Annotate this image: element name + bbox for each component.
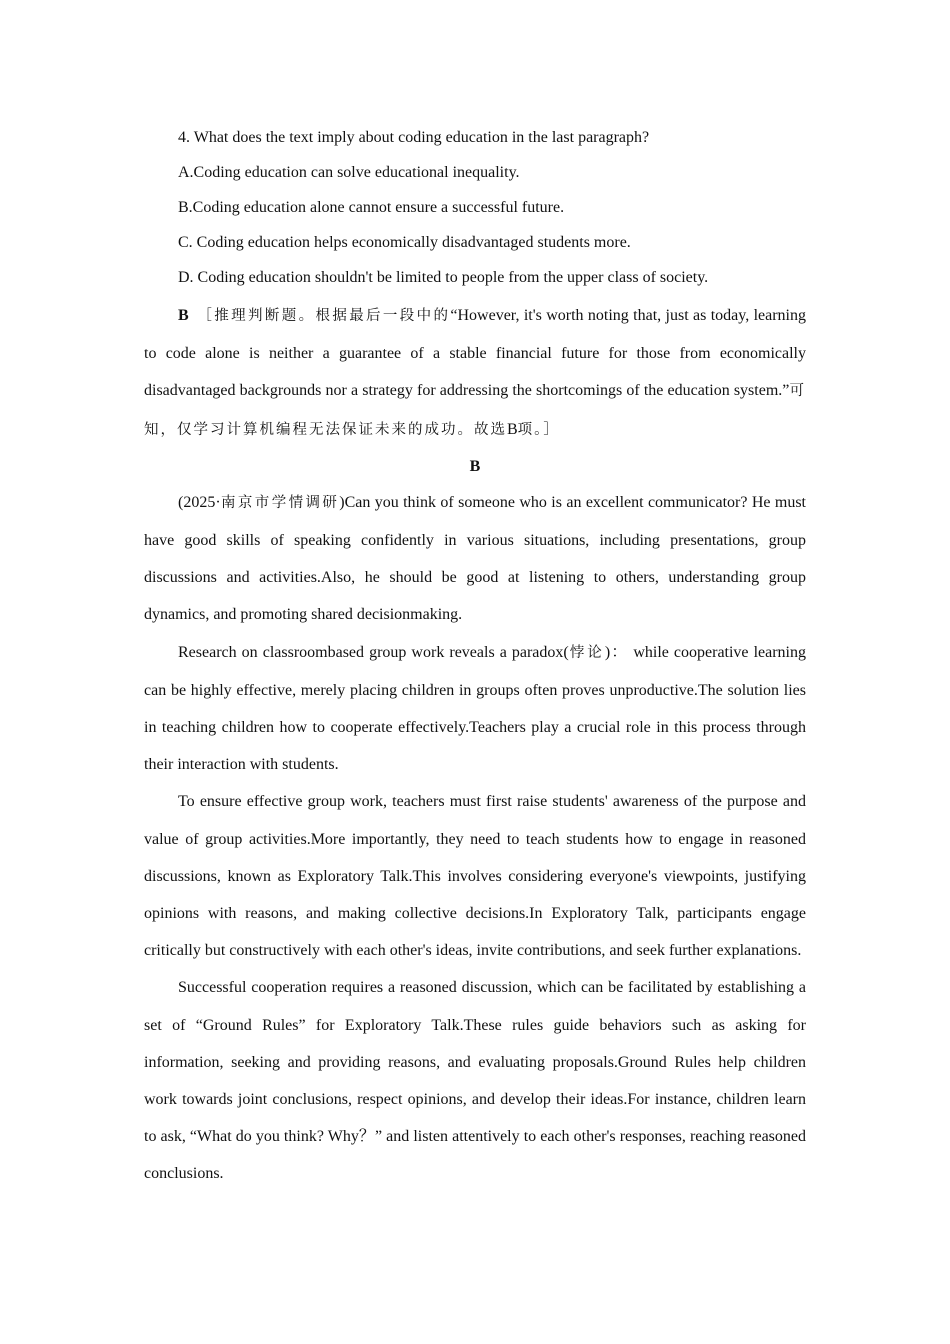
section-heading: B (469, 457, 481, 475)
passage-paragraph-3: To ensure effective group work, teachers must first raise students' awareness of the purpose and value of group activities.More importantly, they need to teach students how to engage in reasoned discussions, known as Exploratory Talk.This involves considering everyone's viewpoints, justifying opinions with reasons, and making collective decisions.In Exploratory Talk, participants engage critically but constructively with each other's ideas, invite contributions, and seek further explanations. (144, 793, 806, 960)
explanation-end: 项。］ (517, 421, 560, 438)
paradox-gloss: 悖论 (568, 644, 605, 661)
paragraph-2-colon: )： (604, 643, 629, 661)
paragraph-2-rest: while cooperative learning can be highly effective, merely placing children in groups often proves unproductive.The solution lies in teaching children how to cooperate effectively.Teachers play a crucial role in this process through their interaction with students. (144, 643, 807, 774)
answer-explanation (144, 297, 806, 449)
question-stem: 4. What does the text imply about coding education in the last paragraph? (178, 129, 650, 146)
option-c: C. Coding education helps economically disadvantaged students more. (178, 234, 631, 251)
option-d: D. Coding education shouldn't be limited to people from the upper class of society. (178, 269, 709, 286)
paragraph-2-start: Research on classroombased group work reveals a paradox( (178, 643, 569, 661)
explanation-conclusion: 可知，仅学习计算机编程无法保证未来的成功。故选 (144, 383, 807, 438)
passage-paragraph-4: Successful cooperation requires a reasoned discussion, which can be facilitated by establishing a set of “Ground Rules” for Exploratory Talk.These rules guide behaviors such as asking for information, seeking and providing reasons, and evaluating proposals.Ground Rules help children work towards joint conclusions, respect opinions, and develop their ideas.For instance, children learn to ask, “What do you think? Why？” and listen attentively to each other's responses, reaching reasoned conclusions. (144, 979, 806, 1183)
explanation-quote: “However, it's worth noting that, just as today, learning to code alone is neither a guarantee of a stable financial future for those from economically disadvantaged backgrounds nor a strategy for addressing the shortcomings of the education system.” (144, 307, 807, 400)
answer-letter: B (178, 307, 189, 324)
source-prefix: (2025· (178, 493, 221, 511)
explanation-letter: B (507, 420, 518, 438)
paragraph-1-text: Can you think of someone who is an excellent communicator? He must have good skills of speaking confidently in various situations, including presentations, group discussions and activities.Also, he should be good at listening to others, understanding group dynamics, and promoting shared decisionmaking. (144, 493, 807, 624)
passage-paragraph-2 (144, 634, 806, 784)
document-page (144, 120, 806, 1193)
passage-paragraph-1: (2025·南京市学情调研)Can you think of someone who is an excellent communicator? He must have good skills of speaking confidently in various situations, including presentations, group discussions and activities.Also, he should be good at listening to others, understanding group dynamics, and promoting shared decisionmaking. (144, 493, 807, 624)
option-a: A.Coding education can solve educational inequality. (178, 164, 520, 181)
option-b: B.Coding education alone cannot ensure a successful future. (178, 199, 565, 216)
explanation-intro: ［推理判断题。根据最后一段中的 (197, 308, 451, 324)
source-label: 南京市学情调研 (220, 494, 340, 511)
